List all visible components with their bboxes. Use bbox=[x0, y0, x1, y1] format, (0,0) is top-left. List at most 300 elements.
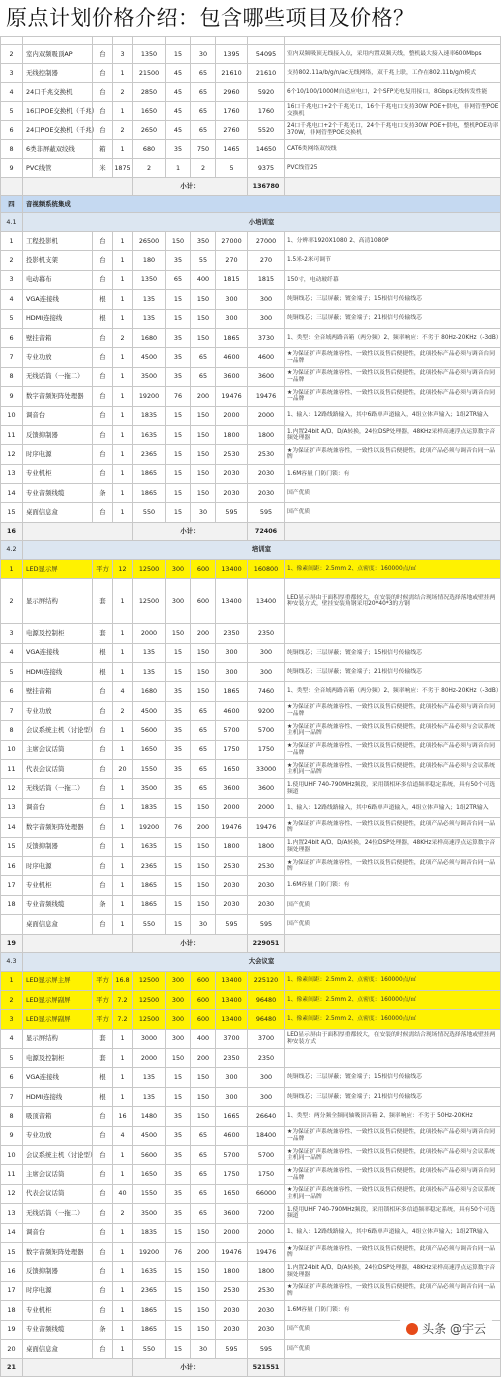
cell-amount: 5700 bbox=[248, 1146, 285, 1165]
cell-price: 2365 bbox=[133, 445, 166, 464]
cell-name: 桌面信息盒 bbox=[23, 915, 93, 934]
table-row bbox=[1, 579, 501, 624]
cell-unit: 套 bbox=[93, 1029, 113, 1048]
cell-total: 300 bbox=[216, 643, 248, 662]
cell-qty: 1 bbox=[113, 818, 133, 837]
cell-qty: 40 bbox=[113, 1184, 133, 1203]
cell-unit: 条 bbox=[93, 484, 113, 503]
cell-total: 300 bbox=[216, 663, 248, 682]
cell-name: 工程投影机 bbox=[23, 232, 93, 251]
cell-debug: 150 bbox=[191, 682, 216, 701]
cell-price: 21500 bbox=[133, 64, 166, 83]
cell-desc: 纯铜线芯；三层屏蔽；镀金端子；15根信号传输线芯 bbox=[285, 290, 501, 309]
cell-desc: 1、输入：12路线路输入，其中6路单声道输入，4组立体声输入；1组2TR输入 bbox=[285, 406, 501, 425]
table-row bbox=[1, 159, 501, 178]
cell-install: 15 bbox=[166, 837, 191, 856]
table-row bbox=[1, 140, 501, 159]
cell-no: 8 bbox=[1, 721, 23, 740]
cell-total: 19476 bbox=[216, 387, 248, 406]
cell-unit: 台 bbox=[93, 837, 113, 856]
cell-total: 2030 bbox=[216, 464, 248, 483]
table-row bbox=[1, 1339, 501, 1358]
table-row bbox=[1, 1146, 501, 1165]
cell-debug: 150 bbox=[191, 876, 216, 895]
cell-amount: 1750 bbox=[248, 740, 285, 759]
subtotal-no: 16 bbox=[1, 522, 23, 540]
price-table-body bbox=[1, 37, 501, 1377]
cell-debug: 350 bbox=[191, 232, 216, 251]
cell-no: 14 bbox=[1, 818, 23, 837]
cell-name: 16口POE交换机（千兆） bbox=[23, 102, 93, 121]
cell-total: 1865 bbox=[216, 682, 248, 701]
cell-debug: 150 bbox=[191, 837, 216, 856]
cell-name: VGA连接线 bbox=[23, 643, 93, 662]
cell-no: 6 bbox=[1, 121, 23, 140]
cell-qty: 1 bbox=[113, 102, 133, 121]
cell-amount: 19476 bbox=[248, 1242, 285, 1261]
subtotal-row bbox=[1, 934, 501, 952]
cell-install: 1 bbox=[166, 159, 191, 178]
cell-unit: 台 bbox=[93, 798, 113, 817]
cell-no: 9 bbox=[1, 1126, 23, 1145]
cell-name: 时序电源 bbox=[23, 445, 93, 464]
cell-qty: 1 bbox=[113, 1049, 133, 1068]
cell-desc: 国产优质 bbox=[285, 1339, 501, 1358]
cell-debug: 150 bbox=[191, 1320, 216, 1339]
cell-install: 300 bbox=[166, 579, 191, 624]
cell-desc bbox=[285, 1049, 501, 1068]
cell-unit: 台 bbox=[93, 1204, 113, 1223]
cell-no: 7 bbox=[1, 1087, 23, 1106]
cell-name: 无线控制器 bbox=[23, 64, 93, 83]
cell-qty: 1 bbox=[113, 309, 133, 328]
cell-debug: 150 bbox=[191, 1301, 216, 1320]
cell-desc: 纯铜线芯；三层屏蔽；镀金端子；15根信号传输线芯 bbox=[285, 643, 501, 662]
cell-desc: PVC线管25 bbox=[285, 159, 501, 178]
table-row bbox=[1, 328, 501, 347]
cell-qty: 1 bbox=[113, 445, 133, 464]
cell-amount: 14650 bbox=[248, 140, 285, 159]
cell-unit: 根 bbox=[93, 663, 113, 682]
cell-install: 15 bbox=[166, 406, 191, 425]
cell-install: 35 bbox=[166, 1165, 191, 1184]
table-row bbox=[1, 309, 501, 328]
cell-install: 150 bbox=[166, 624, 191, 643]
table-row bbox=[1, 290, 501, 309]
cell-desc: ★为保证扩声系统兼容性、一致性以及售后便捷性，此项投标产品必须与会议系统主机同一品牌 bbox=[285, 759, 501, 778]
cell-desc bbox=[285, 624, 501, 643]
cell-no: 17 bbox=[1, 876, 23, 895]
cell-name: 桌面信息盒 bbox=[23, 1339, 93, 1358]
cell-amount: 300 bbox=[248, 663, 285, 682]
table-row bbox=[1, 232, 501, 251]
table-row bbox=[1, 367, 501, 386]
cell-debug: 30 bbox=[191, 503, 216, 522]
cell-amount: 160800 bbox=[248, 559, 285, 578]
cell-total: 1750 bbox=[216, 1165, 248, 1184]
cell-total: 1800 bbox=[216, 425, 248, 444]
subtotal-label: 小计： bbox=[133, 178, 248, 196]
cell-total: 13400 bbox=[216, 579, 248, 624]
cell-desc: 1.6M容量 门防门锁：有 bbox=[285, 1301, 501, 1320]
cell-debug: 200 bbox=[191, 624, 216, 643]
cell-install: 15 bbox=[166, 484, 191, 503]
cell-name: 调音台 bbox=[23, 798, 93, 817]
cell-price: 1480 bbox=[133, 1107, 166, 1126]
cell-amount: 300 bbox=[248, 1087, 285, 1106]
cell-debug: 150 bbox=[191, 1262, 216, 1281]
cell-amount: 595 bbox=[248, 1339, 285, 1358]
cell-qty: 1 bbox=[113, 367, 133, 386]
cell-no: 4 bbox=[1, 1029, 23, 1048]
cell-debug: 150 bbox=[191, 1068, 216, 1087]
cell-amount: 300 bbox=[248, 309, 285, 328]
cell-debug: 150 bbox=[191, 328, 216, 347]
subtotal-desc bbox=[285, 1359, 501, 1377]
cell-price: 1865 bbox=[133, 1320, 166, 1339]
table-row bbox=[1, 270, 501, 289]
cell-install: 300 bbox=[166, 1029, 191, 1048]
cell-qty: 1 bbox=[113, 798, 133, 817]
table-row bbox=[1, 1165, 501, 1184]
cell-amount: 2000 bbox=[248, 798, 285, 817]
cell-amount: 2350 bbox=[248, 1049, 285, 1068]
cell-price: 1835 bbox=[133, 798, 166, 817]
cell-desc: 1.使用UHF 740-790MHz频段，采用锁相环多信道频率稳定系统，具有50个可选频道 bbox=[285, 1204, 501, 1223]
cell-price: 1680 bbox=[133, 328, 166, 347]
cell-debug: 600 bbox=[191, 1010, 216, 1029]
table-row bbox=[1, 779, 501, 798]
cell-install: 15 bbox=[166, 445, 191, 464]
cell-debug: 2 bbox=[191, 159, 216, 178]
cell-debug: 65 bbox=[191, 83, 216, 102]
cell-debug: 65 bbox=[191, 1146, 216, 1165]
cell-price: 2850 bbox=[133, 83, 166, 102]
cell-no: 15 bbox=[1, 837, 23, 856]
cell-unit: 台 bbox=[93, 64, 113, 83]
cell-no: 7 bbox=[1, 701, 23, 720]
cell-price: 1865 bbox=[133, 876, 166, 895]
cell-debug: 30 bbox=[191, 915, 216, 934]
cell-amount: 54095 bbox=[248, 45, 285, 64]
cell-total: 595 bbox=[216, 503, 248, 522]
table-row bbox=[1, 1223, 501, 1242]
cell-desc: ★为保证扩声系统兼容性，一致性以及售后便捷性，此项产品必须与调音台同一品牌 bbox=[285, 856, 501, 875]
cell-name: 壁挂音箱 bbox=[23, 328, 93, 347]
cell-amount: 1800 bbox=[248, 425, 285, 444]
cell-install: 15 bbox=[166, 1301, 191, 1320]
cell-desc: 1.内置24bit A/D、D/A转换，24位DSP处理器，48KHz采样高速浮点运算数字音频处理器 bbox=[285, 1262, 501, 1281]
cell-no: 3 bbox=[1, 270, 23, 289]
subsection-header-row bbox=[1, 213, 501, 232]
cell-unit: 台 bbox=[93, 387, 113, 406]
cell-debug: 150 bbox=[191, 484, 216, 503]
cell-total: 2000 bbox=[216, 1223, 248, 1242]
subtotal-desc bbox=[285, 178, 501, 196]
cell-debug: 30 bbox=[191, 1339, 216, 1358]
table-row bbox=[1, 740, 501, 759]
cell-unit: 台 bbox=[93, 759, 113, 778]
cell-qty: 16 bbox=[113, 1107, 133, 1126]
subsection-name: 大会议室 bbox=[23, 952, 501, 971]
cell-desc: ★为保证扩声系统兼容性、一致性以及售后便捷性，此项产品必须与调音台同一品牌 bbox=[285, 818, 501, 837]
cell-name bbox=[23, 37, 93, 45]
cell-desc: ★为保证扩声系统兼容性、一致性以及售后便捷性，此项产品必须与调音台同一品牌 bbox=[285, 1242, 501, 1261]
table-row bbox=[1, 1242, 501, 1261]
cell-desc: 1.内置24bit A/D、D/A转换，24位DSP处理器，48KHz采样高速浮点运算数字音频处理器 bbox=[285, 837, 501, 856]
cell-amount: 13400 bbox=[248, 579, 285, 624]
subtotal-no: 21 bbox=[1, 1359, 23, 1377]
cell-amount: 2030 bbox=[248, 464, 285, 483]
cell-qty: 16.8 bbox=[113, 971, 133, 990]
cell-no: 4 bbox=[1, 83, 23, 102]
cell-unit: 台 bbox=[93, 464, 113, 483]
cell-price: 5600 bbox=[133, 721, 166, 740]
cell-qty: 1 bbox=[113, 1165, 133, 1184]
cell-debug: 200 bbox=[191, 387, 216, 406]
section-name: 音视频系统集成 bbox=[23, 196, 501, 213]
cell-desc: 6个10/100/1000M自适应电口，2个SFP光电复用接口，8Gbps无线转发性能 bbox=[285, 83, 501, 102]
cell-desc: 150寸，电动玻纤幕 bbox=[285, 270, 501, 289]
cell-price: 1865 bbox=[133, 464, 166, 483]
cell-total: 2030 bbox=[216, 1320, 248, 1339]
cell-name: LED显示屏主屏 bbox=[23, 971, 93, 990]
table-row bbox=[1, 1204, 501, 1223]
cell-price: 4500 bbox=[133, 1126, 166, 1145]
cell-price: 2365 bbox=[133, 856, 166, 875]
cell-total: 1395 bbox=[216, 45, 248, 64]
table-row bbox=[1, 406, 501, 425]
cell-install: 15 bbox=[166, 1223, 191, 1242]
cell-total: 13400 bbox=[216, 559, 248, 578]
cell-amount: 96480 bbox=[248, 990, 285, 1009]
cell-debug: 150 bbox=[191, 309, 216, 328]
table-row bbox=[1, 663, 501, 682]
cell-total: 2030 bbox=[216, 876, 248, 895]
cell-name: 电源及控制柜 bbox=[23, 624, 93, 643]
cell-total: 1665 bbox=[216, 1107, 248, 1126]
cell-desc: ★为保证扩声系统兼容性、一致性以及售后便捷性，此项投标产品必须与调音台同一品牌 bbox=[285, 1126, 501, 1145]
table-row bbox=[1, 971, 501, 990]
cell-qty: 1 bbox=[113, 1262, 133, 1281]
cell-total: 595 bbox=[216, 915, 248, 934]
cell-no: 2 bbox=[1, 579, 23, 624]
cell-no: 15 bbox=[1, 1242, 23, 1261]
cell-qty: 1 bbox=[113, 1223, 133, 1242]
cell-desc: 1、像素间距：2.5mm 2、点密度：160000点/㎡ bbox=[285, 1010, 501, 1029]
cell-qty: 1 bbox=[113, 251, 133, 270]
cell-unit: 根 bbox=[93, 1087, 113, 1106]
cell-install: 76 bbox=[166, 1242, 191, 1261]
cell-name: HDMI连接线 bbox=[23, 309, 93, 328]
cell-qty: 1 bbox=[113, 915, 133, 934]
cell-unit bbox=[93, 37, 113, 45]
cell-install: 35 bbox=[166, 1146, 191, 1165]
cell-qty: 1 bbox=[113, 1281, 133, 1300]
cell-unit: 台 bbox=[93, 740, 113, 759]
cell-price: 1635 bbox=[133, 1262, 166, 1281]
cell-debug: 150 bbox=[191, 1087, 216, 1106]
cell-name: 数字音频矩阵处理器 bbox=[23, 1242, 93, 1261]
cell-price: 1650 bbox=[133, 1165, 166, 1184]
table-row bbox=[1, 1010, 501, 1029]
cell-no: 5 bbox=[1, 1049, 23, 1068]
cell-install: 35 bbox=[166, 1204, 191, 1223]
cell-amount: 2030 bbox=[248, 484, 285, 503]
cell-total: 2960 bbox=[216, 83, 248, 102]
cell-debug: 150 bbox=[191, 1281, 216, 1300]
cell-amount: 18400 bbox=[248, 1126, 285, 1145]
cell-name: 专业机柜 bbox=[23, 876, 93, 895]
cell-amount: 2000 bbox=[248, 406, 285, 425]
cell-price: 1865 bbox=[133, 895, 166, 914]
cell-total: 2350 bbox=[216, 624, 248, 643]
cell-debug: 65 bbox=[191, 367, 216, 386]
cell-name: 投影机支架 bbox=[23, 251, 93, 270]
cell-amount: 33000 bbox=[248, 759, 285, 778]
cell-price: 1865 bbox=[133, 484, 166, 503]
cell-install: 300 bbox=[166, 971, 191, 990]
cell-install: 35 bbox=[166, 1107, 191, 1126]
cell-name: 主席会议话筒 bbox=[23, 740, 93, 759]
cell-no: 12 bbox=[1, 445, 23, 464]
cell-amount: 300 bbox=[248, 1068, 285, 1087]
cell-debug: 65 bbox=[191, 1126, 216, 1145]
cell-unit: 箱 bbox=[93, 140, 113, 159]
cell-desc: 1.内置24bit A/D、D/A转换，24位DSP处理器，48KHz采样高速浮点运算数字音频处理器 bbox=[285, 425, 501, 444]
cell-price: 1650 bbox=[133, 102, 166, 121]
cell-unit: 台 bbox=[93, 1301, 113, 1320]
cell-unit: 台 bbox=[93, 1339, 113, 1358]
cell-qty: 1 bbox=[113, 232, 133, 251]
table-row bbox=[1, 1068, 501, 1087]
cell-unit: 台 bbox=[93, 1107, 113, 1126]
table-row bbox=[1, 856, 501, 875]
subtotal-amount: 136780 bbox=[248, 178, 285, 196]
cell-unit: 平方 bbox=[93, 990, 113, 1009]
cell-unit: 台 bbox=[93, 83, 113, 102]
table-row bbox=[1, 1184, 501, 1203]
cell-price: 1680 bbox=[133, 682, 166, 701]
cell-total: 2350 bbox=[216, 1049, 248, 1068]
cell-desc: 国产优质 bbox=[285, 895, 501, 914]
cell-name: 代表会议话筒 bbox=[23, 759, 93, 778]
table-row bbox=[1, 682, 501, 701]
cell-total: 5 bbox=[216, 159, 248, 178]
cell-debug: 400 bbox=[191, 270, 216, 289]
cell-desc: 1、类型：全音域两路音箱（两分频）2、频率响应：不劣于 80Hz-20KHz（-3dB） bbox=[285, 328, 501, 347]
cell-total: 3600 bbox=[216, 1204, 248, 1223]
cell-install: 35 bbox=[166, 1126, 191, 1145]
cell-name: 吸顶音箱 bbox=[23, 1107, 93, 1126]
cell-unit: 平方 bbox=[93, 559, 113, 578]
cell-unit: 台 bbox=[93, 1242, 113, 1261]
cell-unit: 台 bbox=[93, 818, 113, 837]
cell-no: 5 bbox=[1, 663, 23, 682]
cell-amount: 19476 bbox=[248, 387, 285, 406]
cell-unit: 台 bbox=[93, 1184, 113, 1203]
cell-unit: 台 bbox=[93, 1126, 113, 1145]
cell-install: 35 bbox=[166, 367, 191, 386]
cell-install: 15 bbox=[166, 464, 191, 483]
cell-name: VGA连接线 bbox=[23, 1068, 93, 1087]
cell-price: 1635 bbox=[133, 425, 166, 444]
cell-qty: 1 bbox=[113, 290, 133, 309]
cell-name: 专业音频线缆 bbox=[23, 1320, 93, 1339]
cell-qty: 1875 bbox=[113, 159, 133, 178]
cell-unit: 根 bbox=[93, 309, 113, 328]
subsection-header-row bbox=[1, 540, 501, 559]
cell-desc bbox=[285, 37, 501, 45]
table-row bbox=[1, 348, 501, 367]
cell-total: 27000 bbox=[216, 232, 248, 251]
cell-debug: 200 bbox=[191, 1049, 216, 1068]
table-row bbox=[1, 387, 501, 406]
cell-qty: 1 bbox=[113, 1146, 133, 1165]
cell-price: 1350 bbox=[133, 45, 166, 64]
cell-price: 12500 bbox=[133, 1010, 166, 1029]
cell-price: 1835 bbox=[133, 1223, 166, 1242]
cell-install: 35 bbox=[166, 251, 191, 270]
cell-name: 代表会议话筒 bbox=[23, 1184, 93, 1203]
cell-name: 专业音频线缆 bbox=[23, 484, 93, 503]
table-row bbox=[1, 895, 501, 914]
cell-no: 9 bbox=[1, 159, 23, 178]
cell-install: 35 bbox=[166, 701, 191, 720]
cell-name: 反馈抑制器 bbox=[23, 425, 93, 444]
cell-install: 35 bbox=[166, 740, 191, 759]
cell-no: 10 bbox=[1, 1146, 23, 1165]
cell-install: 300 bbox=[166, 559, 191, 578]
cell-amount: 2530 bbox=[248, 445, 285, 464]
cell-amount: 7460 bbox=[248, 682, 285, 701]
cell-no: 11 bbox=[1, 759, 23, 778]
table-row bbox=[1, 915, 501, 934]
section-header-row bbox=[1, 196, 501, 213]
cell-amount: 3700 bbox=[248, 1029, 285, 1048]
cell-total: 300 bbox=[216, 290, 248, 309]
cell-unit: 平方 bbox=[93, 971, 113, 990]
table-row bbox=[1, 759, 501, 778]
cell-name: 专业功放 bbox=[23, 701, 93, 720]
cell-total: 4600 bbox=[216, 1126, 248, 1145]
cell-qty: 1 bbox=[113, 425, 133, 444]
cell-name: 无线话筒（一拖二） bbox=[23, 1204, 93, 1223]
cell-price: 550 bbox=[133, 1339, 166, 1358]
cell-amount: 9375 bbox=[248, 159, 285, 178]
subtotal-label: 小计： bbox=[133, 1359, 248, 1377]
cell-desc: 国产优质 bbox=[285, 503, 501, 522]
cell-install: 300 bbox=[166, 990, 191, 1009]
cell-name: 时序电源 bbox=[23, 1281, 93, 1300]
cell-total: 2000 bbox=[216, 406, 248, 425]
table-row bbox=[1, 818, 501, 837]
cell-qty: 1 bbox=[113, 1029, 133, 1048]
cell-debug: 750 bbox=[191, 140, 216, 159]
cell-unit: 台 bbox=[93, 721, 113, 740]
cell-name: 6类非屏蔽双绞线 bbox=[23, 140, 93, 159]
cell-no: 8 bbox=[1, 367, 23, 386]
cell-desc: LED显示屏由于面积厚重都较大，在安装的时候需结合现场情况选择落地或壁挂两种安装方式 bbox=[285, 1029, 501, 1048]
cell-desc: 16口千兆电口+2个千兆光口，16个千兆电口支持30W POE+供电，非网管型POE交换机 bbox=[285, 102, 501, 121]
cell-no: 3 bbox=[1, 1010, 23, 1029]
cell-amount: 3600 bbox=[248, 779, 285, 798]
cell-amount: 3600 bbox=[248, 367, 285, 386]
cell-qty: 1 bbox=[113, 1242, 133, 1261]
cell-name: HDMI连接线 bbox=[23, 1087, 93, 1106]
cell-no: 8 bbox=[1, 140, 23, 159]
cell-amount: 5520 bbox=[248, 121, 285, 140]
